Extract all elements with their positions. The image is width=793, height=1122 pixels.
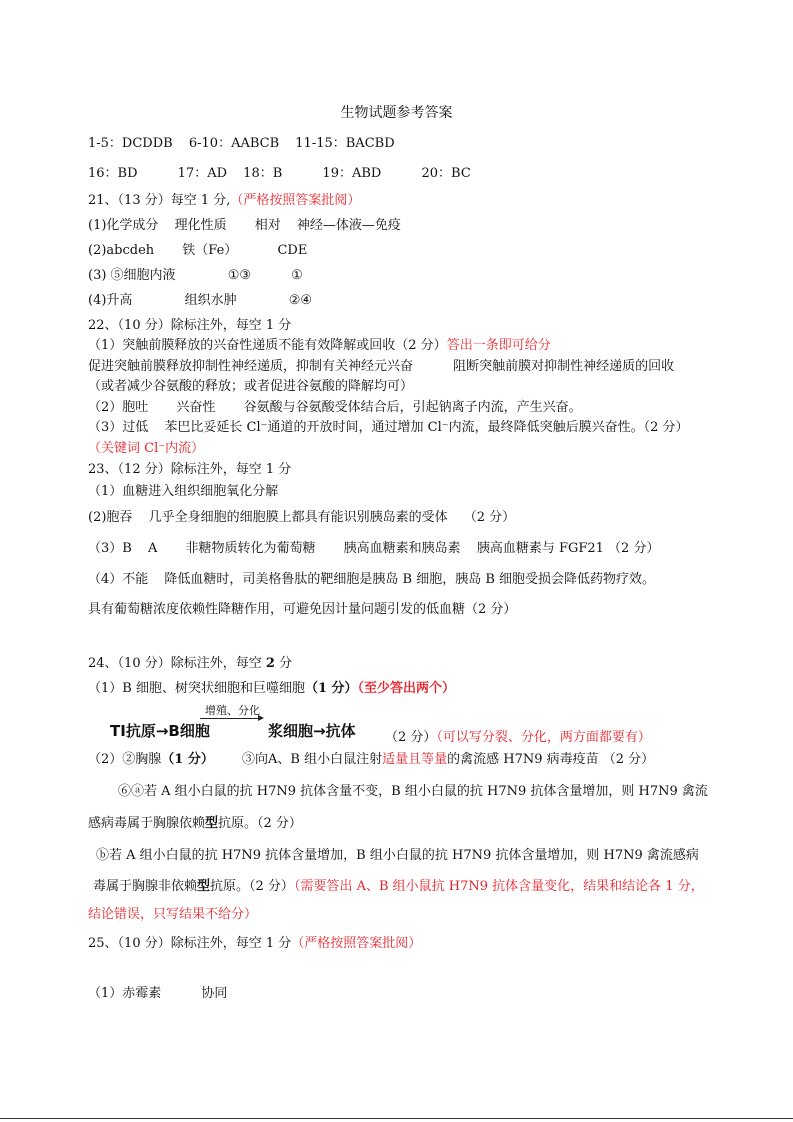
q24-line-7	[93, 878, 704, 896]
q24-line-3	[88, 751, 654, 769]
diagram-left-text: TI抗原→B细胞	[110, 722, 210, 740]
answer-item: （2）胞吐	[88, 400, 149, 415]
points: （1 分）	[161, 752, 214, 767]
answer-item: ②④	[288, 293, 313, 308]
answer-item: (2)胞吞	[88, 510, 133, 525]
q25-note: （严格按照答案批阅）	[291, 936, 422, 951]
answer-item: 胰高血糖素与 FGF21 （2 分）	[476, 541, 660, 556]
antigen-response-diagram	[110, 698, 410, 738]
mcq-answer: 11-15：BACBD	[295, 136, 395, 151]
arrow-icon	[200, 718, 262, 719]
q23-line-1: （1）血糖进入组织细胞氧化分解	[88, 484, 279, 499]
q23-line-2	[88, 509, 515, 527]
answer-text: 几乎全身细胞的细胞膜上都具有能识别胰岛素的受体	[148, 510, 448, 525]
q21-line-1	[88, 217, 401, 235]
answer-text: （1）突触前膜释放的兴奋性递质不能有效降解或回收（2 分）	[88, 338, 447, 353]
answer-text: 感病毒属于胸腺依赖	[88, 816, 206, 831]
answer-text: 的禽流感 H7N9 病毒疫苗 （2 分）	[447, 752, 655, 767]
mcq-answer: 20：BC	[421, 166, 471, 181]
q22-header: 22、（10 分）除标注外，每空 1 分	[88, 318, 292, 333]
answer-item: （4）不能	[88, 572, 149, 587]
q24-header	[88, 655, 292, 673]
q24-grading-note-end: 结论错误，只写结果不给分）	[88, 907, 258, 922]
answer-item: 非糖物质转化为葡萄糖	[185, 541, 316, 556]
answer-text: 毒属于胸腺非依赖	[93, 879, 198, 894]
answer-item: 协同	[201, 986, 228, 1001]
answer-item: 理化性质	[174, 218, 227, 233]
answer-item: 铁（Fe）	[182, 243, 238, 258]
q23-line-5: 具有葡萄糖浓度依赖性降糖作用，可避免因计量问题引发的低血糖（2 分）	[88, 602, 517, 617]
q22-line-4	[88, 399, 582, 417]
q24-line-6: ⓑ若 A 组小白鼠的抗 H7N9 抗体含量增加，B 组小白鼠的抗 H7N9 抗体含量增加，则 H7N9 禽流感病	[96, 848, 699, 863]
q24-line-4: ⑥ⓐ若 A 组小白鼠的抗 H7N9 抗体含量不变，B 组小白鼠的抗 H7N9 抗体含量增加，则 H7N9 禽流	[118, 784, 708, 799]
answer-text: （1）B 细胞、树突状细胞和巨噬细胞	[88, 681, 305, 696]
grading-note: （可以写分裂、分化，两方面都要有）	[436, 730, 651, 745]
q21-note: （严格按照答案批阅）	[230, 193, 361, 208]
q25-line-1	[88, 985, 227, 1003]
answer-text: 促进突触前膜释放抑制性神经递质，抑制有关神经元兴奋	[88, 359, 414, 374]
answer-text: 阻断突触前膜对抑制性神经递质的回收	[453, 359, 675, 374]
answer-text: 降低血糖时，司美格鲁肽的靶细胞是胰岛 B 细胞，胰岛 B 细胞受损会降低药物疗效。	[164, 572, 656, 587]
mcq-answer: 1-5：DCDDB	[88, 136, 173, 151]
q25-header-text: 25、（10 分）除标注外，每空 1 分	[88, 936, 292, 951]
answer-item: （1）赤霉素	[88, 986, 162, 1001]
answer-item: 组织水肿	[184, 293, 237, 308]
page-bottom-rule	[0, 1118, 793, 1119]
q22-line-3: （或者减少谷氨酸的释放；或者促进谷氨酸的降解均可）	[88, 379, 414, 394]
key-word: 型	[205, 816, 219, 831]
grading-note: 答出一条即可给分	[446, 338, 551, 353]
answer-item: A	[147, 541, 158, 556]
mcq-row-1	[88, 135, 395, 153]
answer-item: （2 分）	[463, 510, 516, 525]
mcq-answer: 6-10：AABCB	[188, 136, 280, 151]
q21-line-3	[88, 267, 303, 285]
q24-line-5	[88, 815, 302, 833]
answer-item: 谷氨酸与谷氨酸受体结合后，引起钠离子内流，产生兴奋。	[243, 400, 582, 415]
answer-text: ③向A、B 组小白鼠注射	[242, 752, 383, 767]
q24-diagram-note	[385, 729, 651, 747]
q21-header	[88, 192, 360, 210]
answer-text: 抗原。（2 分）	[210, 879, 294, 894]
q22-line-2	[88, 358, 674, 376]
mcq-answer: 19：ABD	[322, 166, 382, 181]
q21-line-4	[88, 292, 312, 310]
q21-header-text: 21、（13 分）每空 1 分,	[88, 193, 231, 208]
answer-item: 兴奋性	[176, 400, 216, 415]
answer-item: 相对	[254, 218, 281, 233]
key-phrase: 适量且等量	[382, 752, 448, 767]
q22-line-5	[88, 419, 689, 437]
key-word: 型	[197, 879, 211, 894]
diagram-right-text: 浆细胞→抗体	[268, 722, 356, 740]
page-title: 生物试题参考答案	[340, 105, 453, 121]
answer-item: ①③	[227, 268, 252, 283]
q24-header-unit: 分	[279, 656, 293, 671]
answer-item: CDE	[277, 243, 308, 258]
answer-item: （3）B	[88, 541, 132, 556]
q21-line-2	[88, 242, 307, 260]
answer-item: (4)升高	[88, 293, 133, 308]
mcq-answer: 18：B	[243, 166, 283, 181]
answer-item: 神经—体液—免疫	[296, 218, 401, 233]
diagram-arrow-label: 增殖、分化	[205, 704, 260, 717]
mcq-answer: 17：AD	[177, 166, 228, 181]
answer-text: 苯巴比妥延长 Cl⁻通道的开放时间，通过增加 Cl⁻内流，最终降低突触后膜兴奋性。（2 分）	[164, 420, 689, 435]
mcq-row-2	[88, 165, 471, 183]
q22-keyword-note: （关键词 Cl⁻内流）	[88, 441, 205, 456]
q24-header-text: 24、（10 分）除标注外，每空	[88, 656, 262, 671]
q24-line-1	[88, 680, 455, 698]
answer-item: (2)abcdeh	[88, 243, 155, 258]
q23-line-4	[88, 571, 655, 589]
answer-item: （2）②胸腺	[88, 752, 162, 767]
q23-header: 23、（12 分）除标注外，每空 1 分	[88, 462, 292, 477]
answer-item: （3）过低	[88, 420, 149, 435]
q24-header-points: 2	[265, 656, 275, 671]
points: （1 分）	[304, 681, 358, 696]
grading-note: （需要答出 A、B 组小鼠抗 H7N9 抗体含量变化，结果和结论各 1 分，	[293, 879, 704, 894]
answer-text: 抗原。（2 分）	[218, 816, 302, 831]
answer-item: ①	[291, 268, 303, 283]
q23-line-3	[88, 540, 659, 558]
mcq-answer: 16：BD	[88, 166, 138, 181]
answer-item: (3) ⑤细胞内液	[88, 268, 176, 283]
answer-item: 胰高血糖素和胰岛素	[343, 541, 461, 556]
q22-line-1	[88, 337, 551, 355]
grading-note: （至少答出两个）	[357, 681, 456, 696]
points: （2 分）	[385, 730, 437, 745]
q25-header	[88, 935, 421, 953]
answer-item: (1)化学成分	[88, 218, 159, 233]
